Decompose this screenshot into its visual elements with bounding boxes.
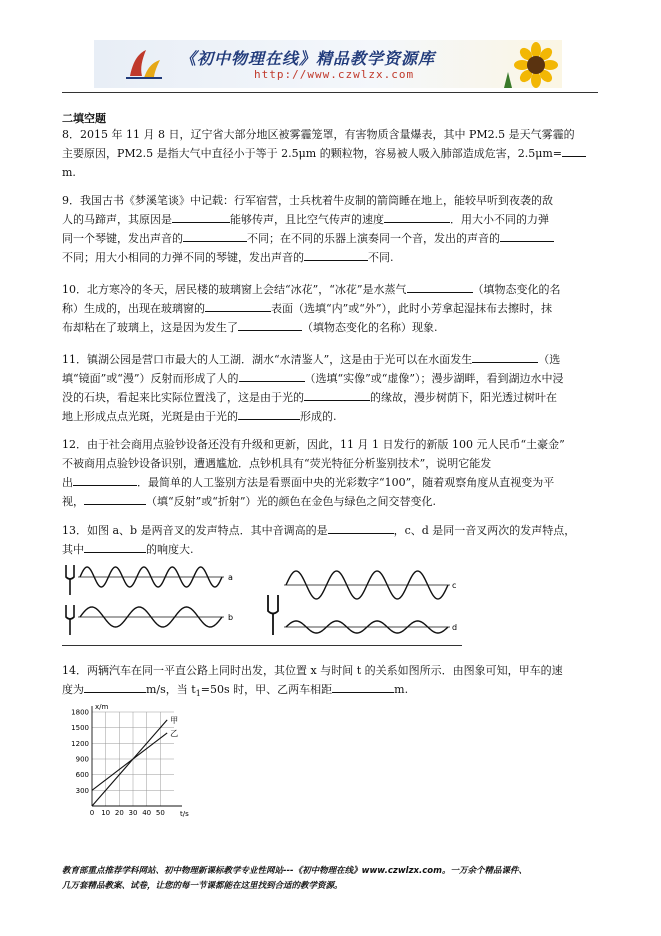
tuning-fork-figure bbox=[62, 561, 462, 641]
question-11 bbox=[62, 350, 598, 426]
tuning-fork-cd-icon bbox=[268, 595, 278, 635]
question-13 bbox=[62, 521, 598, 559]
q10-line3: 布却粘在了玻璃上，这是因为发生了 （填物态变化的名称）现象. bbox=[62, 318, 598, 337]
wave-label-a: a bbox=[228, 573, 233, 582]
q9-line4: 不同；用大小相同的力弹不同的琴键，发出声音的 不同. bbox=[62, 248, 598, 267]
question-10 bbox=[62, 280, 598, 337]
position-time-chart bbox=[62, 700, 192, 820]
q9-line2: 人的马蹄声，其原因是 能够传声，且比空气传声的速度 ．用大小不同的力弹 bbox=[62, 210, 598, 229]
q12-line4: 视， （填“反射”或“折射”）光的颜色在金色与绿色之间交替变化. bbox=[62, 492, 598, 511]
header-banner bbox=[94, 40, 562, 88]
q12-line2: 不被商用点验钞设备识别，遭遇尴尬．点钞机具有“荧光特征分析鉴别技术”，说明它能发 bbox=[62, 457, 492, 470]
question-8 bbox=[62, 125, 598, 182]
q13-line1: 13．如图 a、b 是两音叉的发声特点．其中音调高的是 ，c、d 是同一音叉两次的发声特点， bbox=[62, 521, 598, 540]
y-tick-label: 1800 bbox=[71, 708, 89, 717]
q11-line1: 11．镇湖公园是营口市最大的人工湖．湖水“水清鉴人”，这是由于光可以在水面发生 （选 bbox=[62, 350, 598, 369]
x-tick-label: 0 bbox=[89, 809, 95, 817]
tuning-fork-a-icon bbox=[66, 565, 74, 595]
header-rule bbox=[62, 92, 598, 93]
sunflower-icon bbox=[498, 42, 558, 88]
figure-divider bbox=[62, 645, 462, 646]
x-tick-label: 50 bbox=[155, 809, 165, 817]
wave-label-c: c bbox=[452, 581, 457, 590]
wave-label-b: b bbox=[228, 613, 234, 622]
q14-line1: 14．两辆汽车在同一平直公路上同时出发，其位置 x 与时间 t 的关系如图所示．由图象可知，甲车的速 bbox=[62, 664, 563, 677]
y-axis-label: x/m bbox=[95, 703, 109, 711]
q8-line1: 8．2015 年 11 月 8 日，辽宁省大部分地区被雾霾笼罩，有害物质含量爆表，其中 PM2.5 是天气雾霾的 bbox=[62, 128, 575, 141]
series-label-2: 乙 bbox=[170, 728, 179, 738]
footer-line1: 教育部重点推荐学科网站、初中物理新课标教学专业性网站---《初中物理在线》www.czwlzx.com。一万余个精品课件、 bbox=[62, 866, 527, 876]
footer-line2: 几万套精品教案、试卷，让您的每一节课都能在这里找到合适的教学资源。 bbox=[62, 881, 343, 891]
q10-line1: 10．北方寒冷的冬天，居民楼的玻璃窗上会结“冰花”，“冰花”是水蒸气 （填物态变化的名 bbox=[62, 280, 598, 299]
x-tick-label: 20 bbox=[114, 809, 124, 817]
banner-url: http://www.czwlzx.com bbox=[254, 68, 415, 81]
tuning-fork-b-icon bbox=[66, 605, 74, 635]
site-logo-icon bbox=[124, 46, 164, 82]
q13-line2: 其中 的响度大. bbox=[62, 540, 598, 559]
y-tick-label: 1200 bbox=[71, 739, 89, 748]
q11-line2: 填“镜面”或“漫”）反射而形成了人的 （选填“实像”或“虚像”）；漫步湖畔，看到湖边水中浸 bbox=[62, 369, 598, 388]
section-title: 二填空题 bbox=[62, 112, 106, 125]
wave-label-d: d bbox=[452, 623, 458, 632]
series-label-1: 甲 bbox=[170, 715, 179, 725]
x-tick-label: 10 bbox=[101, 809, 111, 817]
q8-line2: 主要原因，PM2.5 是指大气中直径小于等于 2.5μm 的颗粒物，容易被人吸入肺部造成危害，2.5μm= bbox=[62, 144, 598, 163]
x-tick-label: 40 bbox=[142, 809, 152, 817]
q12-line3: 出 ．最简单的人工鉴别方法是看票面中央的光彩数字“100”，随着观察角度从直视变为平 bbox=[62, 473, 598, 492]
series-line-2 bbox=[92, 733, 167, 790]
footer bbox=[62, 864, 602, 894]
q14-line2: 度为 m/s，当 $t_1=50s$ 时，甲、乙两车相距 m. bbox=[62, 680, 598, 703]
q11-line4: 地上形成点点光斑，光斑是由于光的 形成的. bbox=[62, 407, 598, 426]
q9-line1: 9．我国古书《梦溪笔谈》中记载：行军宿营，士兵枕着牛皮制的箭筒睡在地上，能较早听到夜袭的敌 bbox=[62, 194, 553, 207]
y-tick-label: 900 bbox=[75, 755, 89, 764]
banner-title: 《初中物理在线》精品教学资源库 bbox=[180, 49, 436, 68]
series-line-1 bbox=[92, 720, 167, 806]
q9-line3: 同一个琴键，发出声音的 不同；在不同的乐器上演奏同一个音，发出的声音的 bbox=[62, 229, 598, 248]
question-9 bbox=[62, 191, 598, 267]
q11-line3: 没的石块，看起来比实际位置浅了，这是由于光的 的缘故，漫步树荫下，阳光透过树叶在 bbox=[62, 388, 598, 407]
y-tick-label: 300 bbox=[75, 786, 89, 795]
q10-line2: 称）生成的，出现在玻璃窗的 表面（选填“内”或“外”），此时小芳拿起湿抹布去擦时，抹 bbox=[62, 299, 598, 318]
q12-line1: 12．由于社会商用点验钞设备还没有升级和更新，因此，11 月 1 日发行的新版 100 元人民币“土豪金” bbox=[62, 438, 565, 451]
question-14 bbox=[62, 661, 598, 703]
q8-line3: m. bbox=[62, 166, 76, 179]
x-tick-label: 30 bbox=[128, 809, 138, 817]
x-axis-label: t/s bbox=[180, 810, 189, 818]
y-tick-label: 600 bbox=[75, 771, 89, 780]
question-12 bbox=[62, 435, 598, 511]
y-tick-label: 1500 bbox=[71, 724, 89, 733]
